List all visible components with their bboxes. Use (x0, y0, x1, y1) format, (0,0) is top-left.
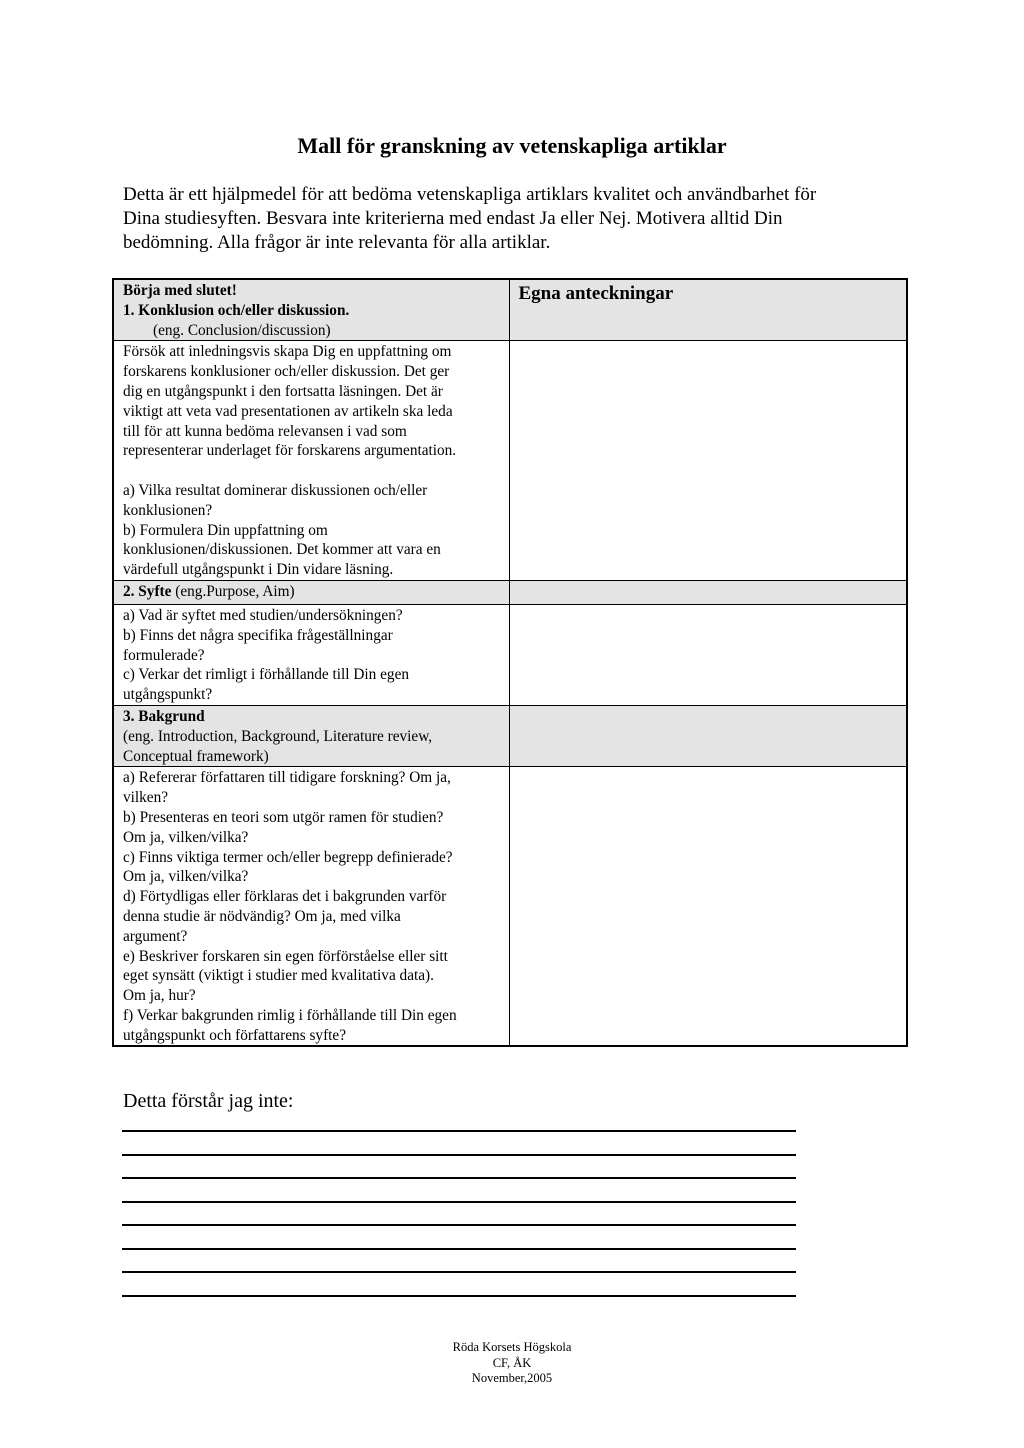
writing-line[interactable] (122, 1248, 796, 1250)
section3-question-line: utgångspunkt och författarens syfte? (123, 1026, 347, 1044)
writing-line[interactable] (122, 1224, 796, 1226)
section2-header-cell (113, 580, 509, 604)
intro-line: bedömning. Alla frågor är inte relevanta för alla artiklar. (123, 232, 551, 253)
writing-line[interactable] (122, 1154, 796, 1156)
section3-question-line: Om ja, vilken/vilka? (123, 868, 249, 886)
notes-header-cell (509, 279, 907, 341)
writing-line[interactable] (122, 1201, 796, 1203)
section3-question-line: b) Presenteras en teori som utgör ramen för studien? (123, 808, 444, 826)
section2-body-row (113, 604, 907, 705)
section2-eng: (eng.Purpose, Aim) (171, 582, 295, 600)
section3-question-line: vilken? (123, 789, 169, 807)
notes-header: Egna anteckningar (518, 283, 674, 304)
section3-header-row (113, 705, 907, 766)
section3-notes-cell[interactable] (509, 767, 907, 1047)
section3-question-line: Om ja, vilken/vilka? (123, 828, 249, 846)
section1-header-row (113, 279, 907, 341)
section1-body-line: till för att kunna bedöma relevansen i vad som (123, 422, 407, 440)
page-title: Mall för granskning av vetenskapliga artiklar (297, 133, 727, 158)
section3-body-row (113, 767, 907, 1047)
dont-understand-label: Detta förstår jag inte: (123, 1090, 294, 1112)
section2-heading: 2. Syfte (123, 582, 172, 600)
writing-lines[interactable] (122, 1130, 796, 1318)
section1-heading: 1. Konklusion och/eller diskussion. (123, 301, 350, 319)
section1-body-line: representerar underlaget för forskarens argumentation. (123, 442, 457, 460)
section2-question-line: a) Vad är syftet med studien/undersökningen? (123, 606, 403, 624)
section2-body-cell (113, 604, 509, 705)
section2-notes-cell[interactable] (509, 604, 907, 705)
section1-question-line: a) Vilka resultat dominerar diskussionen och/eller (123, 481, 428, 499)
section3-eng-line: Conceptual framework) (123, 747, 269, 765)
section1-body-line: Försök att inledningsvis skapa Dig en uppfattning om (123, 343, 452, 361)
section2-question-line: b) Finns det några specifika frågeställningar (123, 626, 393, 644)
section3-header-cell (113, 705, 509, 766)
writing-line[interactable] (122, 1130, 796, 1132)
section1-body-line: viktigt att veta vad presentationen av artikeln ska leda (123, 402, 453, 420)
section3-eng-line: (eng. Introduction, Background, Literature review, (123, 727, 433, 745)
section2-question-line: c) Verkar det rimligt i förhållande till Din egen (123, 666, 410, 684)
section3-question-line: e) Beskriver forskaren sin egen förförståelse eller sitt (123, 947, 448, 965)
section3-body-cell (113, 767, 509, 1047)
section3-question-line: f) Verkar bakgrunden rimlig i förhållande till Din egen (123, 1006, 457, 1024)
section1-question-line: konklusionen/diskussionen. Det kommer att vara en (123, 541, 441, 559)
section1-question-line: konklusionen? (123, 501, 213, 519)
footer-date: November,2005 (471, 1371, 553, 1385)
section3-question-line: d) Förtydligas eller förklaras det i bakgrunden varför (123, 888, 447, 906)
section2-question-line: utgångspunkt? (123, 686, 213, 704)
section3-heading: 3. Bakgrund (123, 707, 205, 725)
footer-institution: Röda Korsets Högskola (452, 1340, 572, 1354)
writing-line[interactable] (122, 1271, 796, 1273)
intro-paragraph (123, 183, 913, 255)
section3-question-line: eget synsätt (viktigt i studier med kvalitativa data). (123, 967, 434, 985)
intro-line: Detta är ett hjälpmedel för att bedöma vetenskapliga artiklars kvalitet och användbarhet för (123, 184, 817, 205)
writing-line[interactable] (122, 1177, 796, 1179)
section1-question-line: värdefull utgångspunkt i Din vidare läsning. (123, 561, 394, 579)
section1-notes-cell[interactable] (509, 341, 907, 581)
section1-body-line: dig en utgångspunkt i den fortsatta läsningen. Det är (123, 382, 443, 400)
section3-question-line: c) Finns viktiga termer och/eller begrepp definierade? (123, 848, 453, 866)
section2-question-line: formulerade? (123, 646, 205, 664)
spacer (123, 461, 500, 481)
section1-eng: (eng. Conclusion/discussion) (153, 321, 331, 339)
section3-question-line: argument? (123, 927, 188, 945)
writing-line[interactable] (122, 1295, 796, 1297)
section2-header-row (113, 580, 907, 604)
start-with-end-label: Börja med slutet! (123, 282, 237, 299)
section2-header-notes-cell (509, 580, 907, 604)
section1-question-line: b) Formulera Din uppfattning om (123, 521, 328, 539)
section3-question-line: a) Refererar författaren till tidigare forskning? Om ja, (123, 769, 451, 787)
section1-header-cell (113, 279, 509, 341)
section3-question-line: denna studie är nödvändig? Om ja, med vilka (123, 907, 401, 925)
section3-question-line: Om ja, hur? (123, 987, 196, 1005)
footer-authors: CF, ÅK (492, 1355, 532, 1370)
footer (0, 1340, 1024, 1387)
section1-body-cell (113, 341, 509, 581)
section1-body-line: forskarens konklusioner och/eller diskussion. Det ger (123, 363, 450, 381)
intro-line: Dina studiesyften. Besvara inte kriterierna med endast Ja eller Nej. Motivera alltid Din (123, 208, 783, 229)
section3-header-notes-cell (509, 705, 907, 766)
section1-body-row (113, 341, 907, 581)
review-table (112, 278, 908, 1047)
